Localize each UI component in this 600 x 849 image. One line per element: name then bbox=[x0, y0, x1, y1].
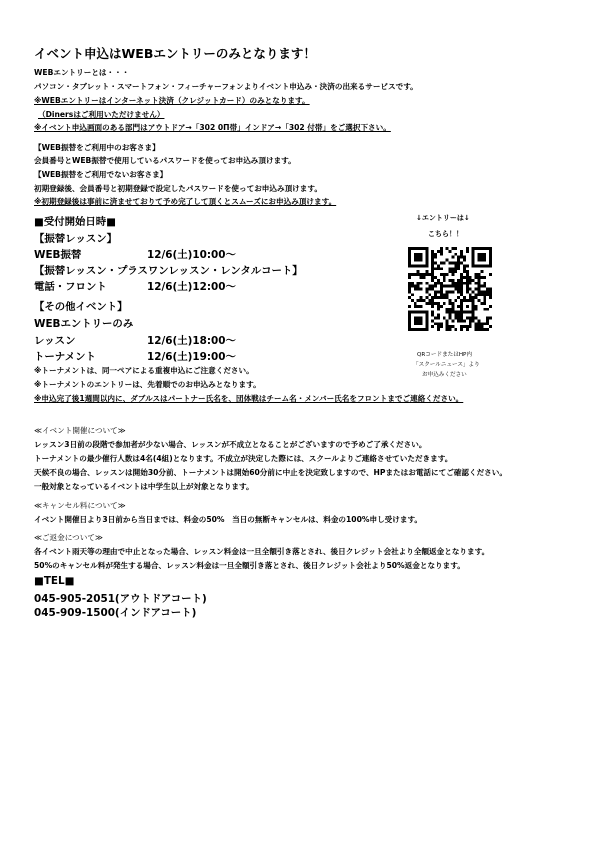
intro-line: WEBエントリーとは・・・ bbox=[34, 68, 130, 77]
tel-heading: ■TEL■ bbox=[34, 575, 75, 587]
refund-heading: ≪ご返金について≫ bbox=[34, 533, 103, 542]
member-heading: 【WEB振替をご利用中のお客さま】 bbox=[34, 143, 160, 152]
refund-line: 50%のキャンセル料が発生する場合、レッスン料金は一旦全額引き落とされ、後日クレジット会社より50%返金となります。 bbox=[34, 561, 465, 570]
tournament-time: 12/6(土)19:00～ bbox=[147, 351, 236, 363]
web-furikae-label: WEB振替 bbox=[34, 249, 82, 261]
qr-note: お申込みください bbox=[422, 372, 467, 378]
member-line: 会員番号とWEB振替で使用しているパスワードを使ってお申込み頂けます。 bbox=[34, 156, 296, 165]
page-title: イベント申込はWEBエントリーのみとなります！ bbox=[34, 46, 316, 61]
qr-caption: ↓エントリーは↓ bbox=[416, 214, 470, 222]
qr-note: 「スクールニュース」より bbox=[413, 362, 480, 368]
tournament-note: ※トーナメントのエントリーは、先着順でのお申込みとなります。 bbox=[34, 380, 261, 389]
partner-note: ※申込完了後1週間以内に、ダブルスはパートナー氏名を、団体戦はチーム名・メンバー氏名をフロントまでご連絡ください。 bbox=[34, 394, 464, 403]
member-line: 初期登録後、会員番号と初期登録で設定したパスワードを使ってお申込み頂けます。 bbox=[34, 184, 322, 193]
event-held-heading: ≪イベント開催について≫ bbox=[34, 426, 126, 435]
event-held-line: 天候不良の場合、レッスンは開始30分前、トーナメントは開始60分前に中止を決定致しますので、HPまたはお電話にてご確認ください。 bbox=[34, 468, 507, 477]
furikae-heading: 【振替レッスン】 bbox=[34, 233, 118, 245]
lesson-time: 12/6(土)18:00～ bbox=[147, 335, 236, 347]
event-held-line: 一般対象となっているイベントは中学生以上が対象となります。 bbox=[34, 482, 254, 491]
web-furikae-time: 12/6(土)10:00～ bbox=[147, 249, 236, 261]
member-heading: 【WEB振替をご利用でないお客さま】 bbox=[34, 170, 168, 179]
qr-code-icon[interactable] bbox=[408, 247, 492, 331]
tel-indoor[interactable]: 045-909-1500(インドアコート) bbox=[34, 607, 197, 619]
member-line: ※初期登録後は事前に済ませておりて予め完了して頂くとスムーズにお申込み頂けます。 bbox=[34, 197, 337, 206]
tournament-note: ※トーナメントは、同一ペアによる重複申込にご注意ください。 bbox=[34, 366, 254, 375]
tournament-label: トーナメント bbox=[34, 351, 96, 363]
qr-caption: こちら！！ bbox=[428, 230, 463, 238]
reception-heading: ■受付開始日時■ bbox=[34, 216, 116, 228]
web-only-label: WEBエントリーのみ bbox=[34, 318, 134, 330]
other-event-heading: 【その他イベント】 bbox=[34, 301, 128, 313]
intro-line: ※イベント申込画面のある部門はアウトドア→「302 0П帯」インドア→「302 付帯」をご選択下さい。 bbox=[34, 123, 391, 132]
intro-line: （Dinersはご利用いただけません） bbox=[38, 110, 165, 119]
cancel-heading: ≪キャンセル料について≫ bbox=[34, 501, 126, 510]
lesson-label: レッスン bbox=[34, 335, 76, 347]
phone-time: 12/6(土)12:00～ bbox=[147, 281, 236, 293]
cancel-line: イベント開催日より3日前から当日までは、料金の50% 当日の無断キャンセルは、料金の100%申し受けます。 bbox=[34, 515, 423, 524]
plus-heading: 【振替レッスン・プラスワンレッスン・レンタルコート】 bbox=[34, 265, 303, 277]
phone-label: 電話・フロント bbox=[34, 281, 107, 293]
event-held-line: トーナメントの最少催行人数は4名(4組)となります。不成立が決定した際には、スクールよりご連絡させていただきます。 bbox=[34, 454, 453, 463]
intro-line: ※WEBエントリーはインターネット決済（クレジットカード）のみとなります。 bbox=[34, 96, 310, 105]
intro-line: パソコン・タブレット・スマートフォン・フィーチャーフォンよりイベント申込み・決済の出来るサービスです。 bbox=[34, 82, 418, 91]
refund-line: 各イベント雨天等の理由で中止となった場合、レッスン料金は一旦全額引き落とされ、後日クレジット会社より全額返金となります。 bbox=[34, 547, 490, 556]
event-held-line: レッスン3日前の段階で参加者が少ない場合、レッスンが不成立となることがございますので予めご了承ください。 bbox=[34, 440, 427, 449]
tel-outdoor[interactable]: 045-905-2051(アウトドアコート) bbox=[34, 593, 207, 605]
qr-note: QRコードまたはHP内 bbox=[417, 352, 473, 358]
